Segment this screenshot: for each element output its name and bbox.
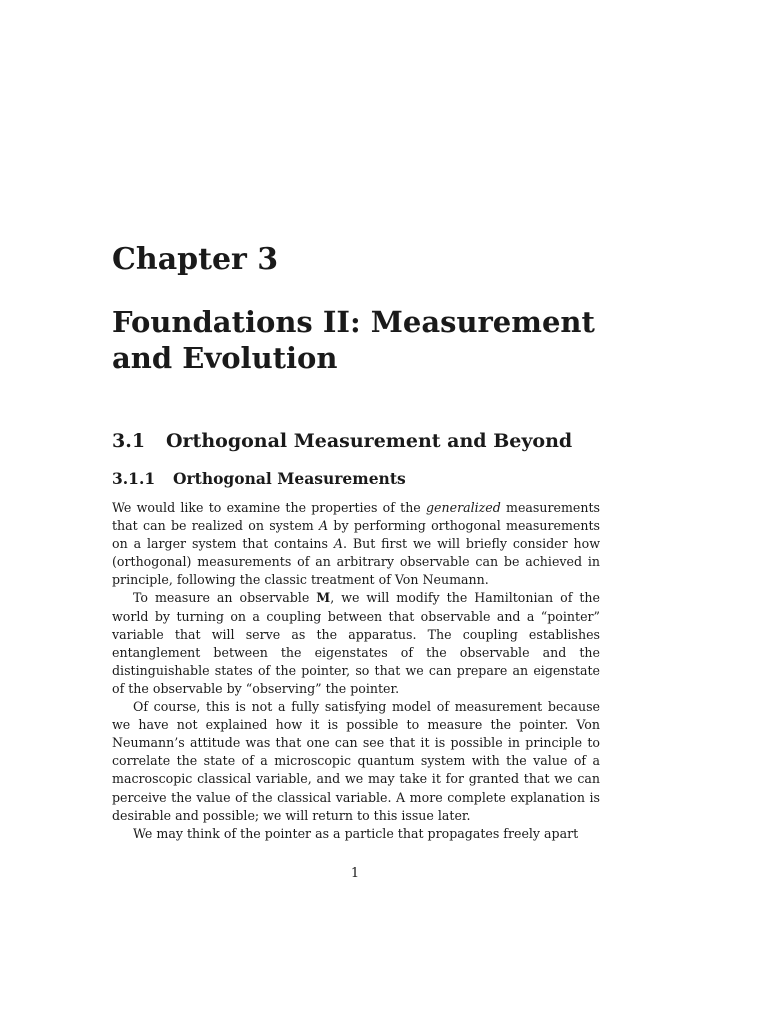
paragraph-1 (112, 499, 600, 589)
paragraph-1-math: A (333, 536, 343, 552)
paragraph-2-text: , we will modify the Hamiltonian of the world by turning on a coupling between that observable and a “pointer” variable that will serve as the apparatus. The coupling establishes entanglement between the eigenstates of the observable and the distinguishable states of the pointer, so that we can prepare an eigenstate of the observable by “observing” the pointer. (112, 590, 600, 696)
subsection-title: Orthogonal Measurements (173, 469, 406, 488)
paragraph-1-math: A (319, 518, 329, 534)
paragraph-1-text: measurements that can be realized on system (112, 500, 600, 534)
section-title: Orthogonal Measurement and Beyond (166, 430, 573, 452)
chapter-title: Foundations II: Measurement and Evolution (112, 305, 595, 375)
section-heading (112, 428, 632, 454)
paragraph-3: Of course, this is not a fully satisfying model of measurement because we have not explained how it is possible to measure the pointer. Von Neumann’s attitude was that one can see that it is possible in principle to correlate the state of a microscopic quantum system with the value of a macroscopic classical variable, and we may take it for granted that we can perceive the value of the classical variable. A more complete explanation is desirable and possible; we will return to this issue later. (112, 699, 600, 823)
chapter-label: Chapter 3 (112, 242, 279, 277)
paragraph-1-text: by performing orthogonal measurements on a larger system that contains (112, 518, 601, 552)
paragraph-1-text: . But first we will briefly consider how (orthogonal) measurements of an arbitrary observable can be achieved in principle, following the classic treatment of Von Neumann. (112, 536, 600, 588)
paragraph-1-text: We would like to examine the properties of the (112, 500, 426, 515)
body-text (112, 499, 600, 843)
page-number: 1 (350, 866, 360, 881)
paragraph-2 (112, 589, 600, 698)
paragraph-2-math: M (316, 590, 331, 606)
paragraph-2-text: To measure an observable (133, 590, 317, 606)
paragraph-4: We may think of the pointer as a particle that propagates freely apart (133, 825, 579, 841)
subsection-heading (112, 468, 632, 490)
paragraph-1-emphasis: generalized (425, 500, 501, 515)
section-number: 3.1 (112, 430, 146, 452)
subsection-number: 3.1.1 (112, 469, 156, 488)
